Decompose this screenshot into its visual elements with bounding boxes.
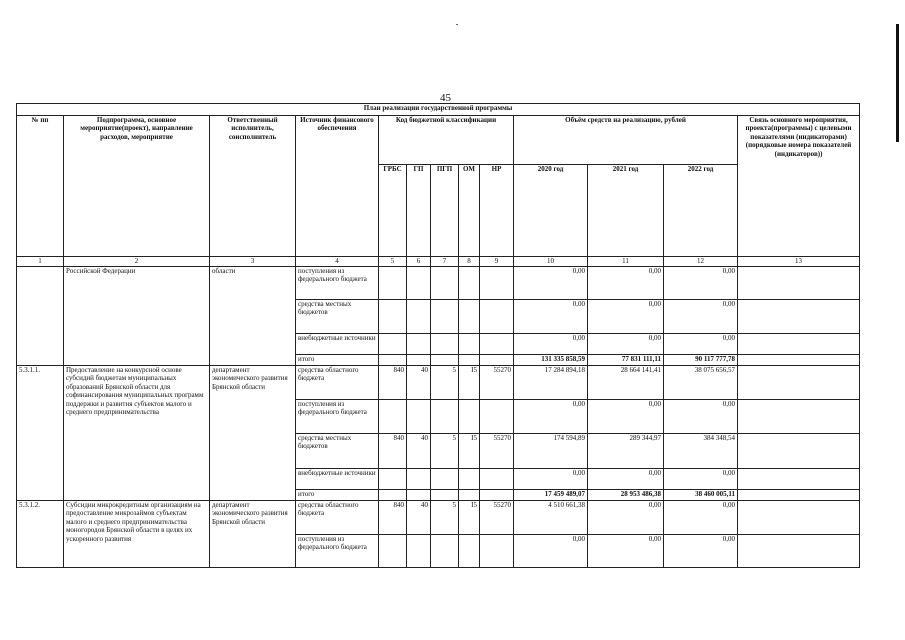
- header-nr: НР: [480, 165, 514, 257]
- header-2021: 2021 год: [588, 165, 664, 257]
- code-nr: [480, 535, 514, 568]
- code-grbs: [379, 469, 407, 490]
- column-number: 1: [17, 257, 64, 267]
- code-pgp: [431, 400, 459, 434]
- code-gp: [407, 334, 431, 355]
- indicator-link: [738, 490, 860, 501]
- indicator-link: [738, 334, 860, 355]
- column-number: 5: [379, 257, 407, 267]
- code-grbs: 840: [379, 366, 407, 400]
- code-grbs: [379, 267, 407, 300]
- column-number: 10: [514, 257, 588, 267]
- amount-2021: 0,00: [588, 300, 664, 334]
- code-pgp: 5: [431, 434, 459, 469]
- scan-speck: [456, 24, 458, 25]
- column-number: 4: [296, 257, 379, 267]
- header-amount: Объём средств на реализацию, рублей: [514, 116, 738, 165]
- responsible-executor: департамент экономического развития Брянской области: [210, 501, 296, 568]
- code-om: I5: [459, 434, 480, 469]
- code-nr: [480, 469, 514, 490]
- indicator-link: [738, 300, 860, 334]
- code-gp: [407, 267, 431, 300]
- amount-2020: 4 510 661,38: [514, 501, 588, 535]
- header-nn: № пп: [17, 116, 64, 257]
- funding-source: итого: [296, 355, 379, 366]
- column-number: 8: [459, 257, 480, 267]
- column-number: 13: [738, 257, 860, 267]
- column-number: 11: [588, 257, 664, 267]
- indicator-link: [738, 535, 860, 568]
- code-om: [459, 535, 480, 568]
- amount-2021: 0,00: [588, 400, 664, 434]
- program-activity: Российской Федерации: [64, 267, 210, 366]
- code-nr: [480, 355, 514, 366]
- funding-source: средства областного бюджета: [296, 366, 379, 400]
- column-number: 12: [664, 257, 738, 267]
- header-gp: ГП: [407, 165, 431, 257]
- table-row: [17, 501, 860, 535]
- code-om: I5: [459, 501, 480, 535]
- column-number: 7: [431, 257, 459, 267]
- code-om: [459, 334, 480, 355]
- funding-source: внебюджетные источники: [296, 334, 379, 355]
- column-number: 9: [480, 257, 514, 267]
- code-grbs: [379, 355, 407, 366]
- amount-2020: 17 459 489,07: [514, 490, 588, 501]
- header-budget-code: Код бюджетной классификации: [379, 116, 514, 165]
- header-2020: 2020 год: [514, 165, 588, 257]
- code-nr: [480, 400, 514, 434]
- amount-2020: 0,00: [514, 400, 588, 434]
- code-om: [459, 490, 480, 501]
- code-pgp: [431, 535, 459, 568]
- code-grbs: [379, 300, 407, 334]
- code-gp: 40: [407, 366, 431, 400]
- code-grbs: [379, 334, 407, 355]
- code-gp: 40: [407, 501, 431, 535]
- column-number: 2: [64, 257, 210, 267]
- amount-2022: 0,00: [664, 334, 738, 355]
- code-om: [459, 300, 480, 334]
- program-activity: Субсидии микрокредитным организациям на предоставление микрозаймов субъектам малого и среднего предпринимательства моногородов Брянской области в целях их ускоренного развития: [64, 501, 210, 568]
- amount-2020: 131 335 858,59: [514, 355, 588, 366]
- funding-source: поступления из федерального бюджета: [296, 267, 379, 300]
- code-gp: [407, 535, 431, 568]
- amount-2020: 174 594,89: [514, 434, 588, 469]
- amount-2020: 0,00: [514, 469, 588, 490]
- code-nr: [480, 300, 514, 334]
- indicator-link: [738, 355, 860, 366]
- amount-2021: 0,00: [588, 334, 664, 355]
- item-number: 5.3.1.1.: [17, 366, 64, 501]
- amount-2021: 0,00: [588, 469, 664, 490]
- amount-2022: 0,00: [664, 535, 738, 568]
- indicator-link: [738, 400, 860, 434]
- indicator-link: [738, 434, 860, 469]
- amount-2022: 0,00: [664, 469, 738, 490]
- code-gp: [407, 300, 431, 334]
- funding-source: средства местных бюджетов: [296, 300, 379, 334]
- amount-2022: 38 460 005,11: [664, 490, 738, 501]
- amount-2021: 0,00: [588, 501, 664, 535]
- code-gp: [407, 490, 431, 501]
- code-grbs: 840: [379, 434, 407, 469]
- table-row: [17, 267, 860, 300]
- amount-2022: 0,00: [664, 400, 738, 434]
- amount-2021: 77 831 111,11: [588, 355, 664, 366]
- code-gp: [407, 400, 431, 434]
- funding-source: поступления из федерального бюджета: [296, 535, 379, 568]
- code-gp: 40: [407, 434, 431, 469]
- header-om: ОМ: [459, 165, 480, 257]
- amount-2022: 38 075 656,57: [664, 366, 738, 400]
- code-pgp: 5: [431, 366, 459, 400]
- amount-2021: 28 953 486,38: [588, 490, 664, 501]
- code-nr: 55270: [480, 434, 514, 469]
- code-om: [459, 355, 480, 366]
- amount-2020: 0,00: [514, 334, 588, 355]
- funding-source: средства областного бюджета: [296, 501, 379, 535]
- responsible-executor: области: [210, 267, 296, 366]
- code-nr: 55270: [480, 366, 514, 400]
- code-grbs: [379, 400, 407, 434]
- amount-2021: 0,00: [588, 267, 664, 300]
- code-gp: [407, 469, 431, 490]
- header-program: Подпрограмма, основное мероприятие(проект), направление расходов, мероприятие: [64, 116, 210, 257]
- header-2022: 2022 год: [664, 165, 738, 257]
- code-pgp: [431, 490, 459, 501]
- code-nr: 55270: [480, 501, 514, 535]
- code-om: [459, 400, 480, 434]
- code-om: I5: [459, 366, 480, 400]
- code-grbs: 840: [379, 501, 407, 535]
- item-number: [17, 267, 64, 366]
- table-title: План реализации государственной программы: [17, 104, 860, 116]
- amount-2020: 0,00: [514, 535, 588, 568]
- scan-edge-bar: [896, 24, 899, 142]
- header-grbs: ГРБС: [379, 165, 407, 257]
- amount-2022: 0,00: [664, 300, 738, 334]
- item-number: 5.3.1.2.: [17, 501, 64, 568]
- page-number: 45: [440, 92, 451, 104]
- code-grbs: [379, 535, 407, 568]
- amount-2022: 384 348,54: [664, 434, 738, 469]
- header-link: Связь основного мероприятия, проекта(программы) с целевыми показателями (индикаторами) (порядковые номера показателей (индикаторов)): [738, 116, 860, 257]
- code-pgp: [431, 469, 459, 490]
- code-pgp: [431, 334, 459, 355]
- header-source: Источник финансового обеспечения: [296, 116, 379, 257]
- code-pgp: [431, 355, 459, 366]
- amount-2020: 0,00: [514, 267, 588, 300]
- amount-2020: 17 284 894,18: [514, 366, 588, 400]
- code-gp: [407, 355, 431, 366]
- funding-source: средства местных бюджетов: [296, 434, 379, 469]
- header-executor: Ответственный исполнитель, соисполнитель: [210, 116, 296, 257]
- program-activity: Предоставление на конкурсной основе субсидий бюджетам муниципальных образований Брянской области для софинансирования муниципальных программ поддержки и развития субъектов малого и среднего предпринимательства: [64, 366, 210, 501]
- code-nr: [480, 334, 514, 355]
- responsible-executor: департамент экономического развития Брянской области: [210, 366, 296, 501]
- amount-2022: 0,00: [664, 501, 738, 535]
- indicator-link: [738, 501, 860, 535]
- code-pgp: 5: [431, 501, 459, 535]
- indicator-link: [738, 267, 860, 300]
- funding-source: поступления из федерального бюджета: [296, 400, 379, 434]
- column-number: 6: [407, 257, 431, 267]
- amount-2021: 0,00: [588, 535, 664, 568]
- header-pgp: ПГП: [431, 165, 459, 257]
- funding-source: итого: [296, 490, 379, 501]
- code-grbs: [379, 490, 407, 501]
- funding-source: внебюджетные источники: [296, 469, 379, 490]
- indicator-link: [738, 366, 860, 400]
- amount-2021: 28 664 141,41: [588, 366, 664, 400]
- amount-2021: 289 344,97: [588, 434, 664, 469]
- indicator-link: [738, 469, 860, 490]
- amount-2022: 90 117 777,78: [664, 355, 738, 366]
- amount-2020: 0,00: [514, 300, 588, 334]
- code-om: [459, 267, 480, 300]
- code-nr: [480, 490, 514, 501]
- table-row: [17, 366, 860, 400]
- code-nr: [480, 267, 514, 300]
- program-plan-table: [16, 103, 860, 568]
- code-om: [459, 469, 480, 490]
- amount-2022: 0,00: [664, 267, 738, 300]
- column-number: 3: [210, 257, 296, 267]
- code-pgp: [431, 300, 459, 334]
- code-pgp: [431, 267, 459, 300]
